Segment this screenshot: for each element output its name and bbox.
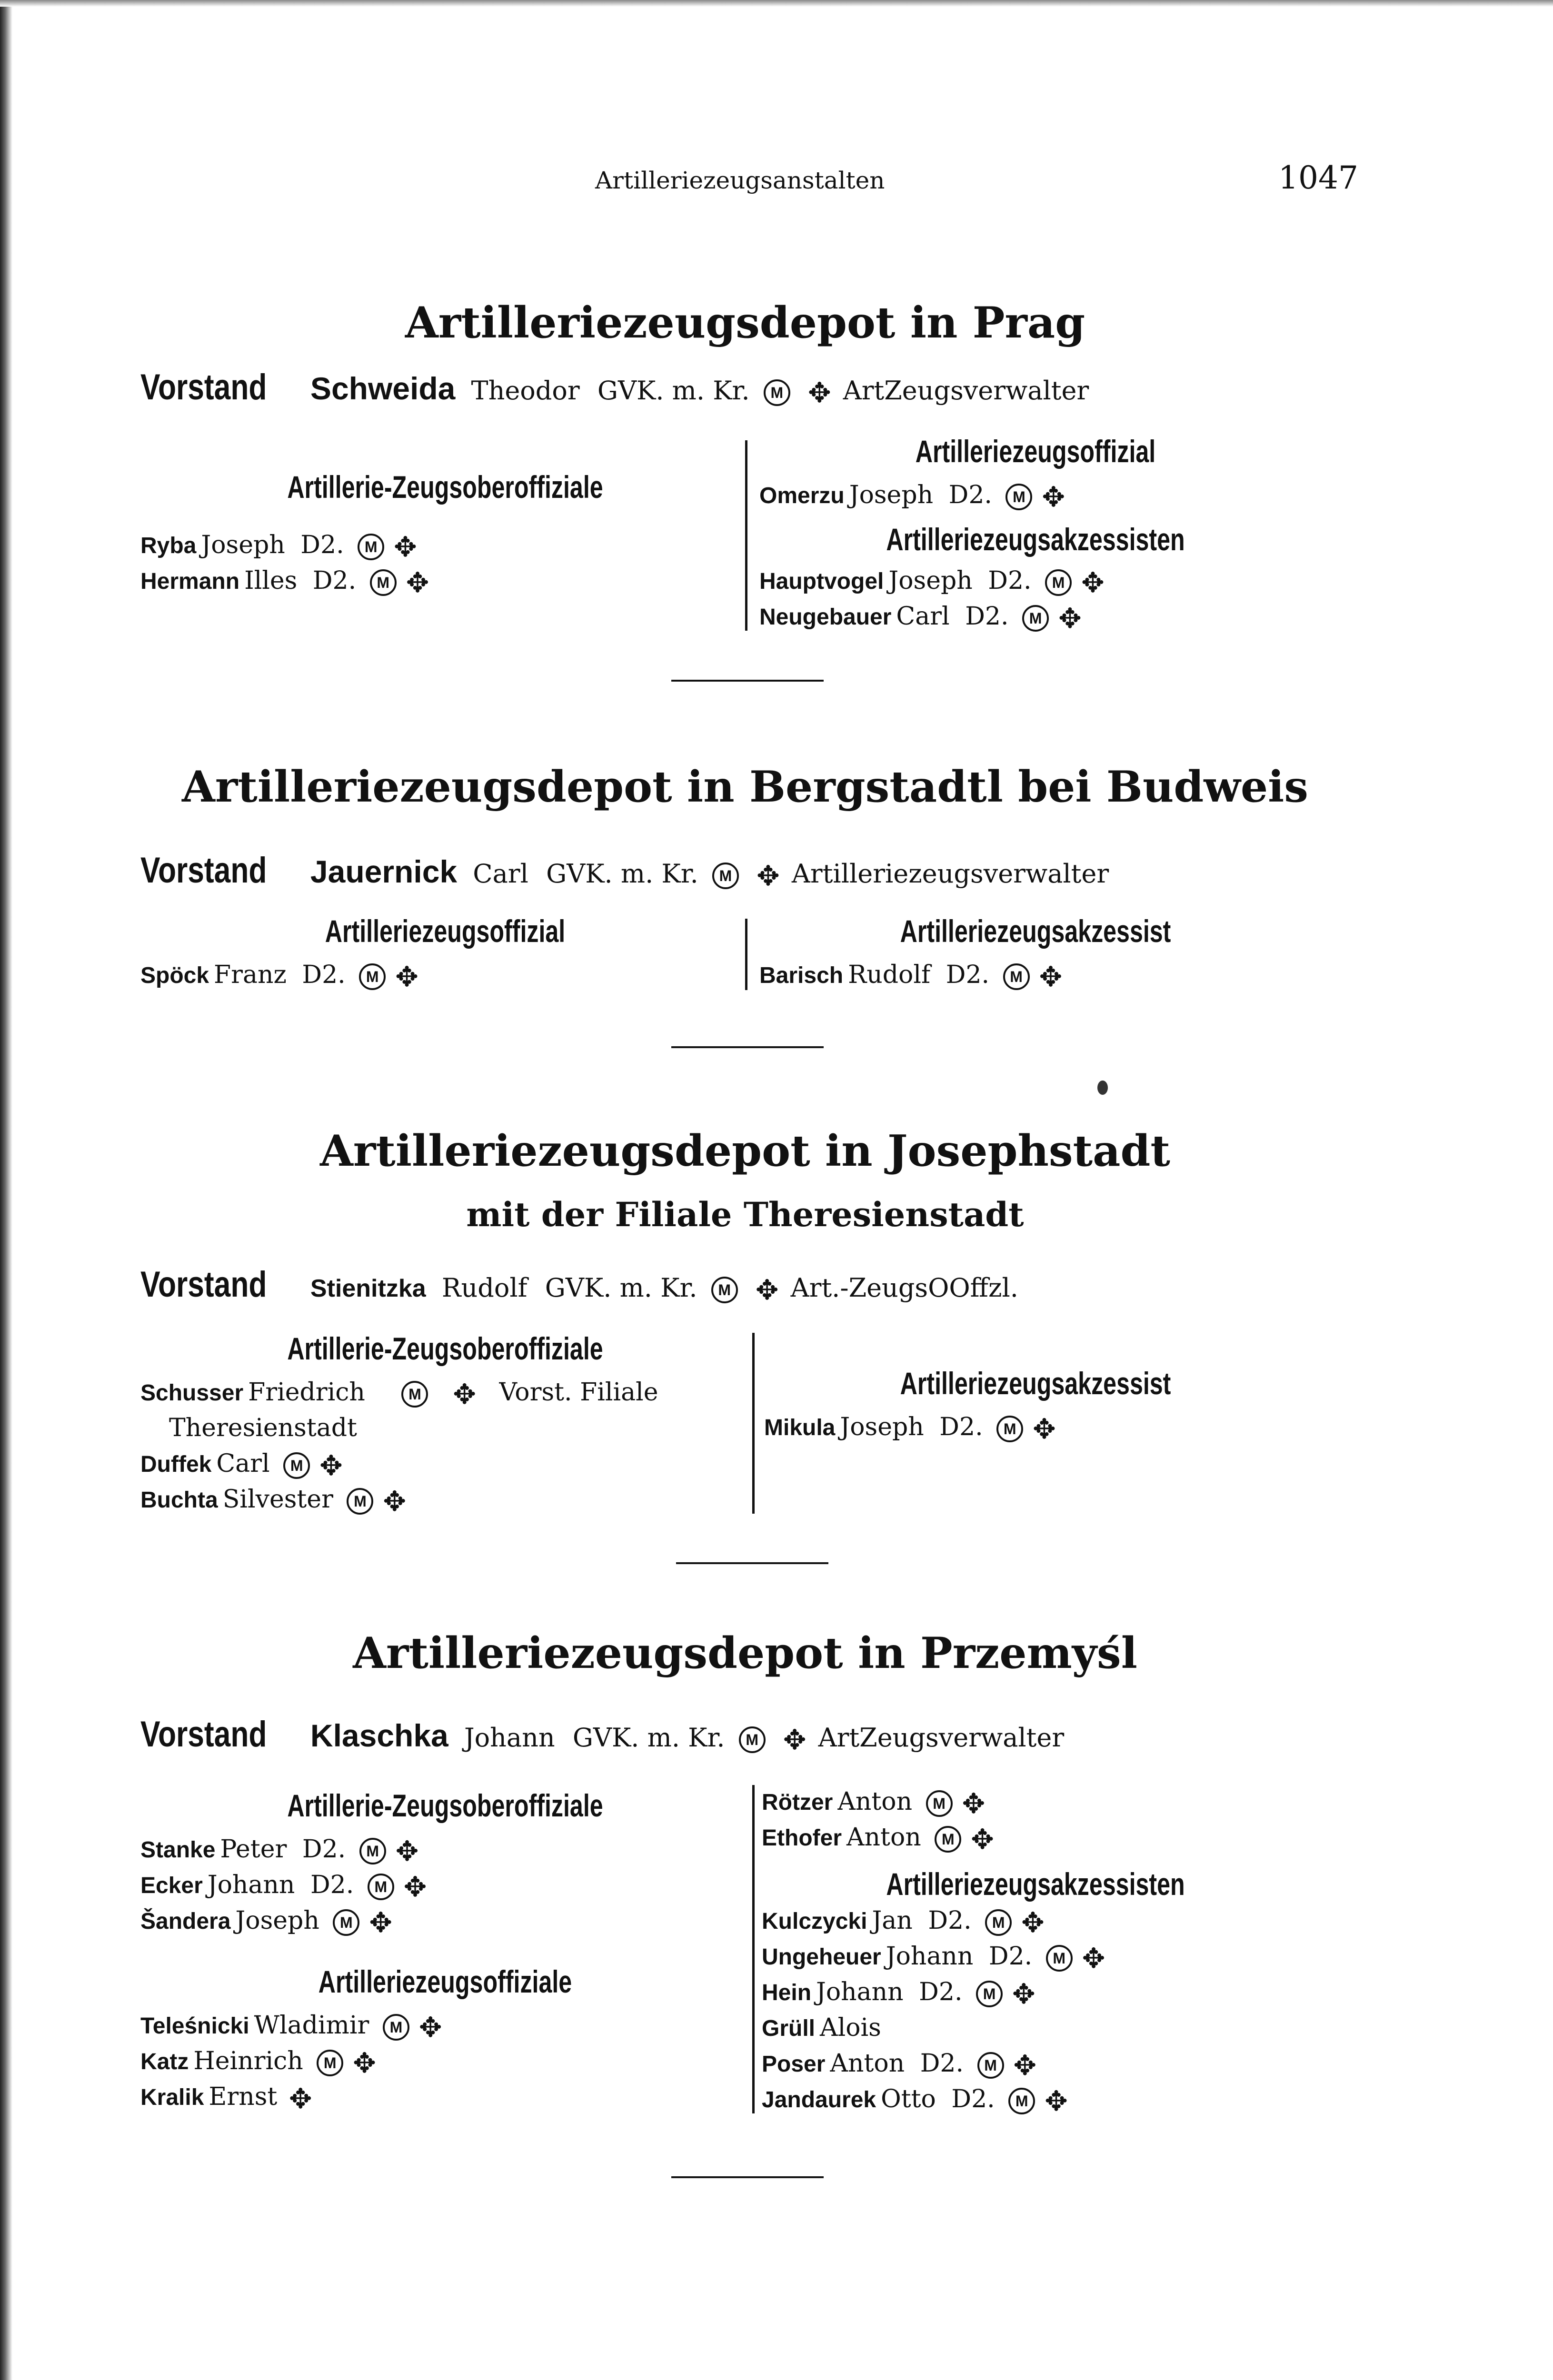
entry-grade: D2. xyxy=(965,602,1009,631)
medal-badge-icon: M xyxy=(935,1826,961,1853)
column-divider xyxy=(752,1785,755,2113)
cross-icon: ✥ xyxy=(1021,1906,1045,1939)
entry-row xyxy=(140,1449,347,1482)
medal-badge-icon: M xyxy=(739,1726,766,1753)
entry-grade: D2. xyxy=(948,481,992,509)
entry-row xyxy=(762,1977,1039,2010)
vorstand-given-name: Johann xyxy=(464,1723,555,1753)
entry-given-name: Joseph xyxy=(840,1413,924,1441)
vorstand-surname: Klaschka xyxy=(310,1718,448,1753)
entry-note-continuation: Theresienstadt xyxy=(169,1414,357,1442)
entry-row xyxy=(140,2082,316,2115)
cross-icon: ✥ xyxy=(757,860,780,892)
entry-given-name: Friedrich xyxy=(248,1378,365,1407)
medal-badge-icon: M xyxy=(370,569,397,596)
medal-badge-icon: M xyxy=(977,2052,1004,2079)
column-heading: Artilleriezeugsakzessist xyxy=(900,913,1171,949)
entry-surname: Mikula xyxy=(764,1415,836,1440)
column-divider xyxy=(745,919,747,990)
section-title-josephstadt: Artilleriezeugsdepot in Josephstadt xyxy=(320,1126,1170,1176)
medal-badge-icon: M xyxy=(317,2050,343,2076)
cross-icon: ✥ xyxy=(1013,2049,1037,2082)
vorstand-rank: GVK. m. Kr. xyxy=(572,1723,725,1753)
column-heading: Artilleriezeugsakzessisten xyxy=(886,522,1185,557)
cross-icon: ✥ xyxy=(1033,1412,1056,1445)
entry-surname: Jandaurek xyxy=(762,2087,876,2112)
medal-badge-icon: M xyxy=(283,1452,310,1479)
vorstand-rank: GVK. m. Kr. xyxy=(546,859,698,889)
entry-given-name: Joseph xyxy=(201,531,285,559)
medal-badge-icon: M xyxy=(764,379,790,406)
cross-icon: ✥ xyxy=(1082,1942,1105,1974)
entry-given-name: Johann xyxy=(816,1978,904,2006)
entry-surname: Ecker xyxy=(140,1873,203,1898)
section-title-przemysl: Artilleriezeugsdepot in Przemyśl xyxy=(353,1628,1137,1678)
entry-surname: Kulczycki xyxy=(762,1909,867,1934)
entry-grade: D2. xyxy=(946,961,990,989)
entry-grade: D2. xyxy=(951,2085,995,2113)
entry-row xyxy=(140,2011,446,2041)
column-heading: Artilleriezeugsakzessisten xyxy=(886,1866,1185,1902)
medal-badge-icon: M xyxy=(1022,605,1049,632)
medal-badge-icon: M xyxy=(359,1838,386,1864)
entry-given-name: Rudolf xyxy=(848,961,931,989)
entry-row xyxy=(140,1485,410,1515)
entry-surname: Hein xyxy=(762,1980,812,2005)
entry-surname: Katz xyxy=(140,2049,189,2074)
medal-badge-icon: M xyxy=(1045,569,1072,596)
page-edge-shadow xyxy=(0,0,12,2380)
medal-badge-icon: M xyxy=(711,1277,738,1303)
medal-badge-icon: M xyxy=(1046,1945,1073,1972)
entry-surname: Buchta xyxy=(140,1488,218,1513)
entry-given-name: Heinrich xyxy=(193,2047,303,2075)
entry-surname: Barisch xyxy=(759,963,844,988)
entry-surname: Hauptvogel xyxy=(759,569,884,594)
section-separator xyxy=(671,680,824,682)
medal-badge-icon: M xyxy=(359,963,386,990)
entry-row xyxy=(140,2046,380,2079)
vorstand-label: Vorstand xyxy=(140,850,267,891)
entry-row xyxy=(762,1942,1109,1972)
entry-surname: Rötzer xyxy=(762,1790,833,1815)
vorstand-surname: Stienitzka xyxy=(310,1275,426,1302)
cross-icon: ✥ xyxy=(394,530,417,563)
entry-surname: Ungeheuer xyxy=(762,1944,881,1970)
entry-row xyxy=(140,960,422,993)
entry-row xyxy=(762,1906,1048,1939)
medal-badge-icon: M xyxy=(347,1488,373,1515)
cross-icon: ✥ xyxy=(1081,566,1105,599)
cross-icon: ✥ xyxy=(962,1787,986,1820)
entry-grade: D2. xyxy=(920,2049,964,2078)
entry-given-name: Joseph xyxy=(849,481,934,509)
cross-icon: ✥ xyxy=(369,1906,392,1939)
entry-given-name: Alois xyxy=(820,2013,881,2042)
vorstand-given-name: Theodor xyxy=(471,376,580,406)
vorstand-row-budweis xyxy=(140,850,1109,891)
entry-grade: D2. xyxy=(988,566,1032,595)
entry-surname: Neugebauer xyxy=(759,605,892,630)
vorstand-label: Vorstand xyxy=(140,367,267,407)
vorstand-surname: Schweida xyxy=(310,371,456,406)
entry-row xyxy=(762,1823,998,1853)
entry-given-name: Carl xyxy=(896,602,950,631)
running-head: Artilleriezeugsanstalten xyxy=(595,167,885,194)
section-separator xyxy=(671,1046,824,1048)
entry-grade: D2. xyxy=(939,1413,983,1441)
entry-surname: Hermann xyxy=(140,569,240,594)
cross-icon: ✥ xyxy=(395,960,418,993)
section-separator xyxy=(676,1562,828,1564)
entry-row xyxy=(140,566,433,599)
entry-grade: D2. xyxy=(300,531,344,559)
vorstand-role: Art.-ZeugsOOffzl. xyxy=(790,1273,1018,1303)
medal-badge-icon: M xyxy=(401,1381,428,1408)
medal-badge-icon: M xyxy=(1005,484,1032,510)
column-heading: Artillerie-Zeugsoberoffiziale xyxy=(287,1788,603,1823)
entry-row xyxy=(762,2049,1040,2082)
cross-icon: ✥ xyxy=(353,2046,376,2079)
entry-surname: Stanke xyxy=(140,1837,216,1863)
medal-badge-icon: M xyxy=(926,1790,953,1817)
entry-given-name: Anton xyxy=(846,1823,921,1852)
entry-row xyxy=(140,1378,658,1408)
column-heading: Artilleriezeugsoffizial xyxy=(325,913,566,949)
entry-grade: D2. xyxy=(302,1835,346,1864)
entry-row xyxy=(764,1412,1060,1445)
page-number: 1047 xyxy=(1278,159,1358,196)
medal-badge-icon: M xyxy=(1003,963,1030,990)
entry-row xyxy=(759,480,1069,513)
entry-given-name: Illes xyxy=(244,566,298,595)
entry-note: Vorst. Filiale xyxy=(499,1378,658,1407)
medal-badge-icon: M xyxy=(383,2014,409,2041)
cross-icon: ✥ xyxy=(403,1870,427,1903)
vorstand-row-prag xyxy=(140,367,1089,408)
cross-icon: ✥ xyxy=(289,2082,312,2115)
entry-row xyxy=(140,1906,396,1939)
vorstand-row-przemysl xyxy=(140,1714,1064,1755)
cross-icon: ✥ xyxy=(971,1823,994,1855)
cross-icon: ✥ xyxy=(406,566,429,599)
entry-given-name: Carl xyxy=(216,1449,270,1478)
entry-row xyxy=(762,2013,881,2042)
medal-badge-icon: M xyxy=(333,1909,359,1936)
entry-surname: Ethofer xyxy=(762,1825,842,1851)
column-divider xyxy=(745,440,747,631)
entry-surname: Šandera xyxy=(140,1909,231,1934)
cross-icon: ✥ xyxy=(383,1485,407,1517)
cross-icon: ✥ xyxy=(755,1274,779,1306)
entry-given-name: Wladimir xyxy=(254,2011,369,2040)
vorstand-label: Vorstand xyxy=(140,1714,267,1755)
vorstand-role: ArtZeugsverwalter xyxy=(843,376,1089,406)
ink-speck xyxy=(1097,1081,1108,1095)
section-title-prag: Artilleriezeugsdepot in Prag xyxy=(405,298,1085,348)
entry-row xyxy=(759,566,1108,599)
column-heading: Artillerie-Zeugsoberoffiziale xyxy=(287,1331,603,1366)
cross-icon: ✥ xyxy=(1012,1977,1035,2010)
entry-given-name: Otto xyxy=(881,2085,936,2113)
entry-surname: Duffek xyxy=(140,1452,212,1477)
entry-row xyxy=(762,2084,1072,2117)
medal-badge-icon: M xyxy=(358,534,384,560)
entry-surname: Kralik xyxy=(140,2085,204,2110)
entry-given-name: Johann xyxy=(886,1942,974,1971)
entry-given-name: Jan xyxy=(872,1906,913,1935)
cross-icon: ✥ xyxy=(395,1835,419,1867)
column-heading: Artilleriezeugsakzessist xyxy=(900,1366,1171,1401)
entry-given-name: Joseph xyxy=(235,1906,319,1935)
entry-given-name: Ernst xyxy=(209,2082,278,2111)
entry-grade: D2. xyxy=(919,1978,963,2006)
vorstand-role: Artilleriezeugsverwalter xyxy=(791,859,1109,889)
entry-row xyxy=(762,1787,989,1820)
vorstand-row-josephstadt xyxy=(140,1264,1018,1305)
entry-surname: Teleśnicki xyxy=(140,2013,249,2039)
cross-icon: ✥ xyxy=(453,1378,476,1410)
cross-icon: ✥ xyxy=(1042,480,1065,513)
entry-given-name: Franz xyxy=(214,961,287,989)
medal-badge-icon: M xyxy=(1008,2088,1035,2114)
column-heading: Artillerie-Zeugsoberoffiziale xyxy=(287,469,603,505)
entry-given-name: Johann xyxy=(207,1871,295,1899)
entry-grade: D2. xyxy=(302,961,346,989)
entry-given-name: Anton xyxy=(837,1787,913,1816)
vorstand-given-name: Rudolf xyxy=(441,1273,528,1303)
section-title-budweis: Artilleriezeugsdepot in Bergstadtl bei Budweis xyxy=(182,762,1308,812)
cross-icon: ✥ xyxy=(1045,2084,1068,2117)
entry-surname: Poser xyxy=(762,2052,826,2077)
entry-row xyxy=(140,530,421,563)
cross-icon: ✥ xyxy=(418,2011,442,2043)
entry-grade: D2. xyxy=(988,1942,1033,1971)
entry-grade: D2. xyxy=(312,566,357,595)
entry-given-name: Anton xyxy=(830,2049,905,2078)
medal-badge-icon: M xyxy=(368,1874,394,1900)
entry-row xyxy=(140,1835,422,1867)
column-heading: Artilleriezeugsoffizial xyxy=(915,434,1156,469)
entry-surname: Omerzu xyxy=(759,483,845,508)
cross-icon: ✥ xyxy=(319,1449,343,1482)
entry-given-name: Silvester xyxy=(222,1485,333,1514)
vorstand-surname: Jauernick xyxy=(310,854,458,889)
vorstand-rank: GVK. m. Kr. xyxy=(545,1273,697,1303)
entry-surname: Ryba xyxy=(140,533,197,558)
column-heading: Artilleriezeugsoffiziale xyxy=(318,1964,572,1999)
entry-row xyxy=(759,960,1066,993)
medal-badge-icon: M xyxy=(996,1416,1023,1442)
cross-icon: ✥ xyxy=(807,377,831,409)
vorstand-label: Vorstand xyxy=(140,1264,267,1305)
entry-grade: D2. xyxy=(928,1906,972,1935)
medal-badge-icon: M xyxy=(976,1981,1003,2007)
entry-row xyxy=(140,1870,430,1903)
entry-surname: Schusser xyxy=(140,1380,244,1406)
entry-grade: D2. xyxy=(310,1871,354,1899)
vorstand-rank: GVK. m. Kr. xyxy=(597,376,750,406)
entry-row xyxy=(759,602,1085,635)
section-subtitle-josephstadt: mit der Filiale Theresienstadt xyxy=(466,1195,1024,1234)
entry-surname: Spöck xyxy=(140,963,209,988)
cross-icon: ✥ xyxy=(783,1724,806,1756)
column-divider xyxy=(752,1333,755,1514)
medal-badge-icon: M xyxy=(985,1909,1012,1936)
vorstand-given-name: Carl xyxy=(473,859,528,889)
vorstand-role: ArtZeugsverwalter xyxy=(818,1723,1065,1753)
cross-icon: ✥ xyxy=(1058,602,1082,635)
medal-badge-icon: M xyxy=(712,863,739,889)
page-top-shadow xyxy=(0,0,1553,7)
entry-given-name: Peter xyxy=(220,1835,287,1864)
section-separator xyxy=(671,2176,824,2178)
cross-icon: ✥ xyxy=(1039,960,1063,993)
entry-surname: Grüll xyxy=(762,2016,816,2041)
entry-given-name: Joseph xyxy=(888,566,973,595)
